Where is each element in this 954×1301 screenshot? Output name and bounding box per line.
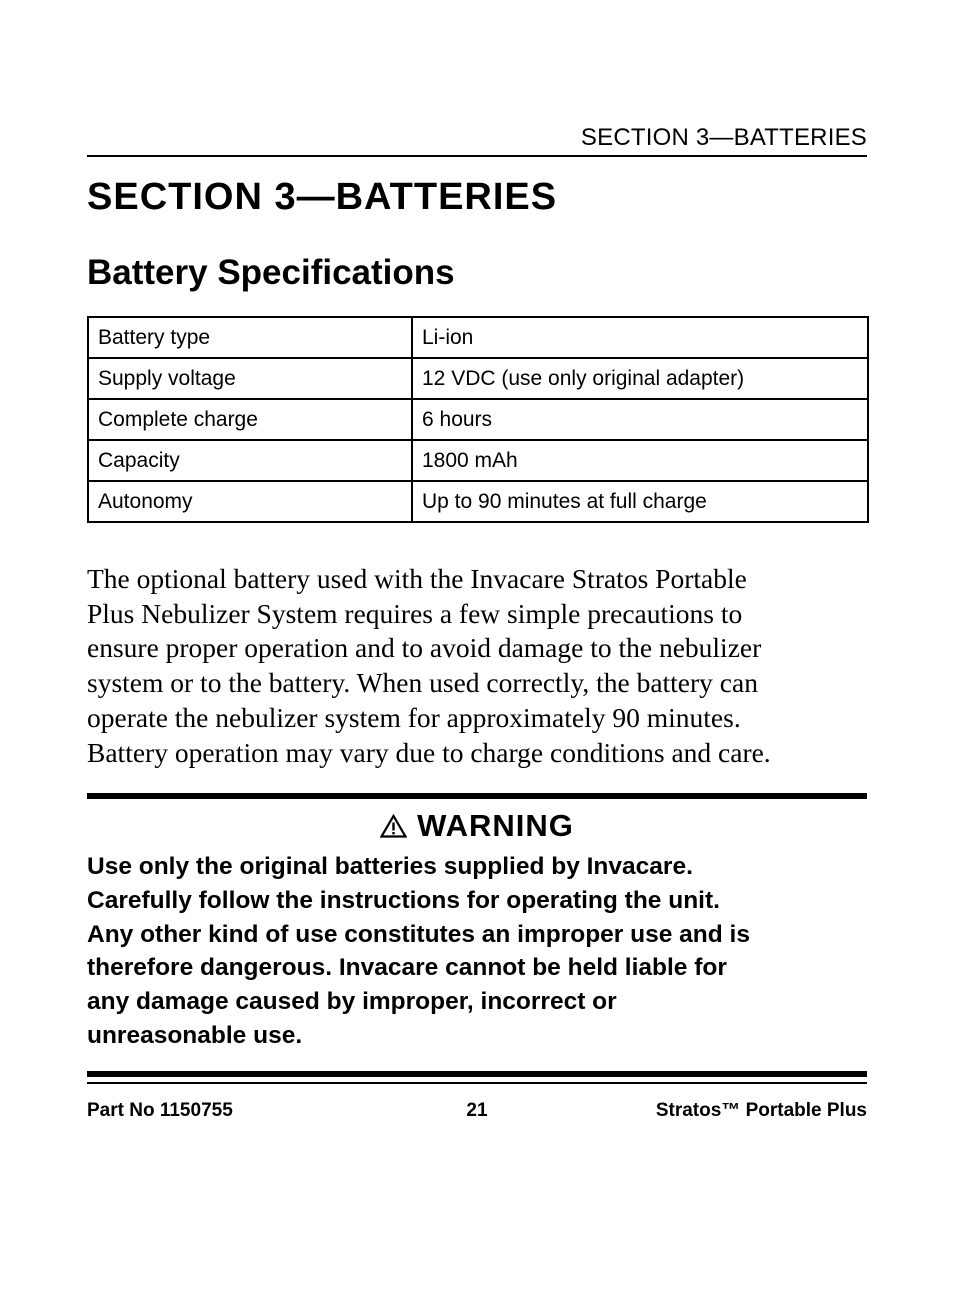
warning-heading-text: WARNING — [417, 808, 574, 843]
running-header: SECTION 3—BATTERIES — [580, 124, 867, 151]
battery-spec-table — [87, 316, 869, 523]
footer-part-number: Part No 1150755 — [87, 1100, 233, 1121]
warning-heading — [87, 808, 867, 846]
spec-value: Li-ion — [412, 317, 868, 358]
body-line: system or to the battery. When used correctly, the battery can — [87, 667, 758, 699]
spec-value: 1800 mAh — [412, 440, 868, 481]
body-line: operate the nebulizer system for approximately 90 minutes. — [87, 701, 741, 733]
footer-thin-rule — [87, 1082, 867, 1084]
spec-label: Battery type — [88, 317, 412, 358]
spec-value: 12 VDC (use only original adapter) — [412, 358, 868, 399]
spec-value: Up to 90 minutes at full charge — [412, 481, 868, 522]
table-row — [88, 317, 868, 358]
body-line: Battery operation may vary due to charge conditions and care. — [87, 736, 771, 768]
page-footer — [87, 1100, 867, 1126]
header-rule — [87, 155, 867, 157]
table-row — [88, 399, 868, 440]
subsection-title: Battery Specifications — [87, 253, 455, 292]
spec-label: Supply voltage — [88, 358, 412, 399]
warning-text — [87, 850, 867, 1053]
table-row — [88, 358, 868, 399]
warning-line: unreasonable use. — [87, 1021, 303, 1049]
warning-line: therefore dangerous. Invacare cannot be held liable for — [87, 954, 727, 982]
section-title: SECTION 3—BATTERIES — [87, 176, 558, 218]
body-line: ensure proper operation and to avoid damage to the nebulizer — [87, 632, 762, 664]
spec-label: Autonomy — [88, 481, 412, 522]
spec-value: 6 hours — [412, 399, 868, 440]
warning-line: Carefully follow the instructions for operating the unit. — [87, 886, 720, 914]
body-line: Plus Nebulizer System requires a few simple precautions to — [87, 597, 743, 629]
warning-line: Use only the original batteries supplied by Invacare. — [87, 853, 693, 880]
warning-line: any damage caused by improper, incorrect or — [87, 988, 617, 1016]
footer-page-number: 21 — [466, 1100, 488, 1121]
spec-label: Complete charge — [88, 399, 412, 440]
spec-label: Capacity — [88, 440, 412, 481]
warning-top-rule — [87, 793, 867, 799]
footer-product-name: Stratos™ Portable Plus — [655, 1100, 867, 1121]
warning-line: Any other kind of use constitutes an improper use and is — [87, 920, 750, 948]
table-row — [88, 440, 868, 481]
warning-triangle-icon — [380, 810, 407, 846]
body-line: The optional battery used with the Invacare Stratos Portable — [87, 563, 747, 594]
table-row — [88, 481, 868, 522]
footer-thick-rule — [87, 1071, 867, 1077]
body-paragraph — [87, 562, 877, 770]
